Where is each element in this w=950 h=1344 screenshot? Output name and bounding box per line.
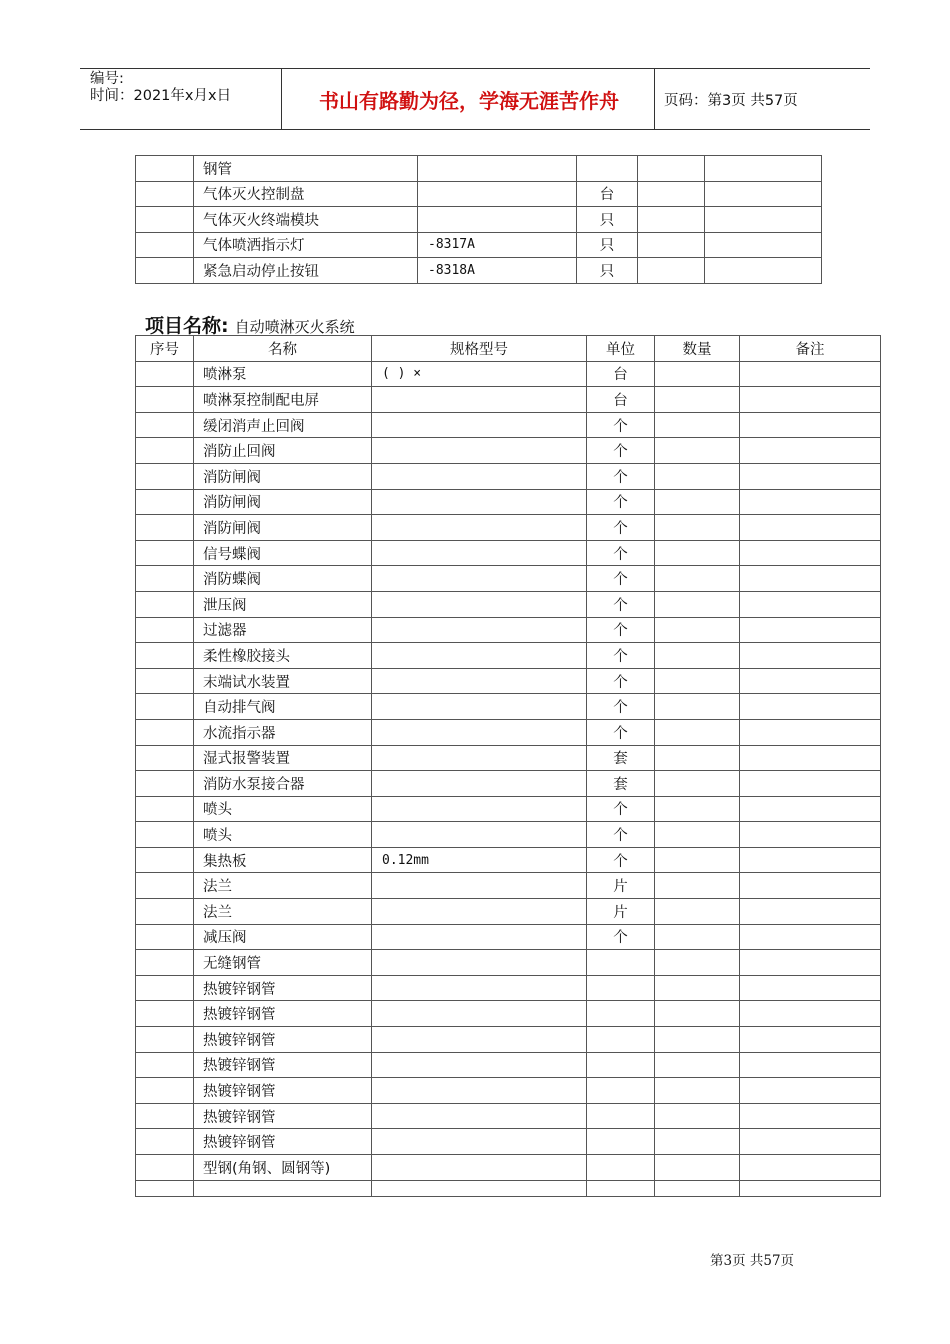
row-index-cell (136, 643, 194, 669)
header-motto: 书山有路勤为径，学海无涯苦作舟 (319, 89, 619, 113)
row-quantity-cell (655, 489, 740, 515)
row-name-cell: 紧急启动停止按钮 (194, 258, 418, 284)
row-index-cell (136, 207, 194, 233)
row-remarks-cell (740, 412, 881, 438)
row-spec-cell (372, 643, 587, 669)
table-row (136, 847, 881, 873)
row-quantity-cell (655, 1078, 740, 1104)
row-unit-cell (587, 1001, 655, 1027)
row-name-cell: 喷头 (194, 796, 372, 822)
row-remarks-cell (740, 489, 881, 515)
row-quantity-cell (655, 566, 740, 592)
row-remarks-cell (740, 873, 881, 899)
row-unit-cell: 个 (587, 540, 655, 566)
table-header-row (136, 336, 881, 362)
document-number-label: 编号: (90, 71, 124, 87)
row-index-cell (136, 1129, 194, 1155)
row-index-cell (136, 694, 194, 720)
project-name (145, 311, 355, 338)
row-name-cell: 热镀锌钢管 (194, 1129, 372, 1155)
row-spec-cell (372, 463, 587, 489)
row-unit-cell: 个 (587, 924, 655, 950)
row-quantity-cell (655, 1180, 740, 1196)
row-quantity-cell (655, 694, 740, 720)
row-remarks-cell (740, 540, 881, 566)
table-row (136, 924, 881, 950)
row-remarks-cell (740, 668, 881, 694)
row-spec-cell (372, 745, 587, 771)
row-unit-cell (587, 975, 655, 1001)
row-remarks-cell (740, 1078, 881, 1104)
row-quantity-cell (655, 1001, 740, 1027)
table-row (136, 412, 881, 438)
row-unit-cell: 台 (587, 387, 655, 413)
row-quantity-cell (655, 822, 740, 848)
row-remarks-cell (740, 438, 881, 464)
row-unit-cell (587, 1027, 655, 1053)
row-index-cell (136, 489, 194, 515)
row-index-cell (136, 745, 194, 771)
row-quantity-cell (655, 771, 740, 797)
row-index-cell (136, 540, 194, 566)
row-name-cell: 钢管 (194, 156, 418, 182)
col-header-spec: 规格型号 (372, 336, 587, 362)
table-row (136, 617, 881, 643)
row-spec-cell (372, 719, 587, 745)
col-header-quantity: 数量 (655, 336, 740, 362)
col-header-name: 名称 (194, 336, 372, 362)
row-index-cell (136, 438, 194, 464)
row-name-cell: 型钢(角钢、圆钢等) (194, 1155, 372, 1181)
row-quantity-cell (655, 899, 740, 925)
row-spec-cell: ( ) × (372, 361, 587, 387)
row-name-cell: 热镀锌钢管 (194, 1027, 372, 1053)
table-row (136, 694, 881, 720)
row-remarks-cell (740, 847, 881, 873)
table-row (136, 668, 881, 694)
row-spec-cell (372, 771, 587, 797)
row-index-cell (136, 950, 194, 976)
row-remarks-cell (740, 591, 881, 617)
row-index-cell (136, 975, 194, 1001)
row-unit-cell: 个 (587, 719, 655, 745)
row-remarks-cell (740, 643, 881, 669)
row-index-cell (136, 1180, 194, 1196)
row-unit-cell: 个 (587, 643, 655, 669)
table-row (136, 1103, 881, 1129)
row-spec-cell: -8318A (418, 258, 577, 284)
row-unit-cell (587, 1155, 655, 1181)
row-spec-cell: 0.12mm (372, 847, 587, 873)
row-quantity-cell (655, 745, 740, 771)
row-spec-cell (372, 1180, 587, 1196)
row-quantity-cell (655, 873, 740, 899)
row-unit-cell: 个 (587, 438, 655, 464)
row-remarks-cell (740, 694, 881, 720)
col-header-remarks: 备注 (740, 336, 881, 362)
row-remarks-cell (740, 1129, 881, 1155)
table-row (136, 232, 822, 258)
row-quantity-cell (638, 181, 705, 207)
row-name-cell: 湿式报警装置 (194, 745, 372, 771)
row-unit-cell: 台 (577, 181, 638, 207)
row-spec-cell (372, 822, 587, 848)
table-row (136, 873, 881, 899)
project-name-value: 自动喷淋灭火系统 (234, 318, 355, 336)
table-row (136, 387, 881, 413)
col-header-unit: 单位 (587, 336, 655, 362)
row-index-cell (136, 361, 194, 387)
row-spec-cell (372, 1001, 587, 1027)
row-index-cell (136, 1078, 194, 1104)
row-spec-cell (372, 1155, 587, 1181)
document-date: 时间：2021年x月x日 (90, 88, 232, 104)
table-row (136, 1180, 881, 1196)
row-index-cell (136, 515, 194, 541)
row-spec-cell (372, 950, 587, 976)
row-index-cell (136, 591, 194, 617)
row-remarks-cell (740, 745, 881, 771)
row-name-cell: 自动排气阀 (194, 694, 372, 720)
row-index-cell (136, 566, 194, 592)
row-name-cell: 减压阀 (194, 924, 372, 950)
row-spec-cell (372, 796, 587, 822)
row-spec-cell (372, 1129, 587, 1155)
row-name-cell: 气体灭火终端模块 (194, 207, 418, 233)
row-quantity-cell (638, 258, 705, 284)
table-row (136, 1078, 881, 1104)
row-name-cell: 消防闸阀 (194, 489, 372, 515)
row-remarks-cell (740, 1155, 881, 1181)
table-row (136, 1155, 881, 1181)
row-quantity-cell (655, 1103, 740, 1129)
row-remarks-cell (705, 156, 822, 182)
row-name-cell: 消防闸阀 (194, 463, 372, 489)
row-name-cell: 热镀锌钢管 (194, 1103, 372, 1129)
row-index-cell (136, 156, 194, 182)
row-index-cell (136, 1103, 194, 1129)
row-remarks-cell (740, 796, 881, 822)
equipment-table-continued (135, 155, 822, 284)
table-row (136, 181, 822, 207)
row-name-cell: 消防水泵接合器 (194, 771, 372, 797)
table-row (136, 899, 881, 925)
row-spec-cell (372, 1103, 587, 1129)
row-name-cell: 气体喷洒指示灯 (194, 232, 418, 258)
row-name-cell: 喷头 (194, 822, 372, 848)
col-header-index: 序号 (136, 336, 194, 362)
row-spec-cell (372, 591, 587, 617)
row-name-cell: 热镀锌钢管 (194, 1001, 372, 1027)
row-index-cell (136, 796, 194, 822)
row-unit-cell (577, 156, 638, 182)
header-info (90, 71, 231, 105)
row-name-cell: 热镀锌钢管 (194, 975, 372, 1001)
row-unit-cell: 片 (587, 873, 655, 899)
row-index-cell (136, 181, 194, 207)
row-name-cell (194, 1180, 372, 1196)
row-remarks-cell (740, 515, 881, 541)
row-index-cell (136, 387, 194, 413)
row-remarks-cell (740, 1052, 881, 1078)
row-remarks-cell (740, 1027, 881, 1053)
row-index-cell (136, 847, 194, 873)
row-remarks-cell (740, 463, 881, 489)
row-remarks-cell (740, 566, 881, 592)
row-index-cell (136, 668, 194, 694)
row-unit-cell: 只 (577, 232, 638, 258)
row-name-cell: 无缝钢管 (194, 950, 372, 976)
row-name-cell: 集热板 (194, 847, 372, 873)
row-name-cell: 泄压阀 (194, 591, 372, 617)
table-row (136, 1027, 881, 1053)
row-quantity-cell (655, 950, 740, 976)
row-unit-cell (587, 1129, 655, 1155)
row-unit-cell: 个 (587, 591, 655, 617)
row-spec-cell (372, 668, 587, 694)
row-unit-cell: 套 (587, 771, 655, 797)
row-spec-cell (372, 924, 587, 950)
row-remarks-cell (740, 950, 881, 976)
row-index-cell (136, 412, 194, 438)
row-unit-cell: 个 (587, 617, 655, 643)
row-index-cell (136, 822, 194, 848)
table-row (136, 745, 881, 771)
table-row (136, 361, 881, 387)
row-quantity-cell (655, 719, 740, 745)
row-unit-cell (587, 1103, 655, 1129)
row-spec-cell: -8317A (418, 232, 577, 258)
row-spec-cell (372, 694, 587, 720)
row-index-cell (136, 771, 194, 797)
row-unit-cell: 个 (587, 412, 655, 438)
row-remarks-cell (740, 387, 881, 413)
row-remarks-cell (740, 924, 881, 950)
row-name-cell: 缓闭消声止回阀 (194, 412, 372, 438)
row-quantity-cell (655, 847, 740, 873)
row-index-cell (136, 719, 194, 745)
row-remarks-cell (740, 975, 881, 1001)
row-name-cell: 喷淋泵控制配电屏 (194, 387, 372, 413)
row-quantity-cell (655, 975, 740, 1001)
row-quantity-cell (655, 387, 740, 413)
header-page-number: 页码：第3页 共57页 (664, 93, 798, 109)
table-row (136, 719, 881, 745)
row-spec-cell (372, 1052, 587, 1078)
row-quantity-cell (655, 361, 740, 387)
row-spec-cell (372, 975, 587, 1001)
row-unit-cell: 个 (587, 668, 655, 694)
row-remarks-cell (740, 771, 881, 797)
table-row (136, 207, 822, 233)
row-name-cell: 法兰 (194, 899, 372, 925)
row-spec-cell (372, 489, 587, 515)
row-spec-cell (372, 438, 587, 464)
row-name-cell: 信号蝶阀 (194, 540, 372, 566)
table-row (136, 1052, 881, 1078)
row-spec-cell (418, 207, 577, 233)
row-quantity-cell (655, 668, 740, 694)
row-spec-cell (372, 515, 587, 541)
row-index-cell (136, 617, 194, 643)
row-remarks-cell (705, 258, 822, 284)
row-quantity-cell (638, 156, 705, 182)
row-name-cell: 热镀锌钢管 (194, 1052, 372, 1078)
row-quantity-cell (638, 207, 705, 233)
row-remarks-cell (740, 1001, 881, 1027)
row-remarks-cell (740, 617, 881, 643)
row-spec-cell (372, 566, 587, 592)
row-index-cell (136, 1001, 194, 1027)
table-row (136, 643, 881, 669)
table-row (136, 975, 881, 1001)
row-quantity-cell (655, 412, 740, 438)
row-spec-cell (372, 617, 587, 643)
row-index-cell (136, 924, 194, 950)
row-name-cell: 消防蝶阀 (194, 566, 372, 592)
row-unit-cell: 个 (587, 796, 655, 822)
row-quantity-cell (655, 438, 740, 464)
table-row (136, 540, 881, 566)
row-unit-cell: 只 (577, 258, 638, 284)
row-quantity-cell (655, 796, 740, 822)
row-remarks-cell (705, 207, 822, 233)
row-unit-cell: 台 (587, 361, 655, 387)
table-row (136, 463, 881, 489)
row-quantity-cell (655, 591, 740, 617)
row-quantity-cell (638, 232, 705, 258)
row-spec-cell (372, 412, 587, 438)
table-row (136, 515, 881, 541)
table-row (136, 566, 881, 592)
row-unit-cell (587, 1052, 655, 1078)
row-quantity-cell (655, 1129, 740, 1155)
row-index-cell (136, 463, 194, 489)
table-row (136, 1129, 881, 1155)
row-index-cell (136, 1052, 194, 1078)
row-quantity-cell (655, 463, 740, 489)
row-quantity-cell (655, 643, 740, 669)
row-name-cell: 喷淋泵 (194, 361, 372, 387)
row-index-cell (136, 1155, 194, 1181)
row-spec-cell (372, 387, 587, 413)
row-spec-cell (372, 873, 587, 899)
row-name-cell: 法兰 (194, 873, 372, 899)
row-name-cell: 消防闸阀 (194, 515, 372, 541)
row-remarks-cell (740, 361, 881, 387)
row-unit-cell: 个 (587, 463, 655, 489)
row-remarks-cell (740, 899, 881, 925)
table-row (136, 950, 881, 976)
row-remarks-cell (740, 1103, 881, 1129)
table-row (136, 771, 881, 797)
table-row (136, 1001, 881, 1027)
row-name-cell: 水流指示器 (194, 719, 372, 745)
row-quantity-cell (655, 1027, 740, 1053)
table-row (136, 796, 881, 822)
row-spec-cell (372, 540, 587, 566)
row-unit-cell: 个 (587, 847, 655, 873)
row-unit-cell (587, 950, 655, 976)
row-unit-cell: 个 (587, 489, 655, 515)
row-quantity-cell (655, 1155, 740, 1181)
row-unit-cell: 个 (587, 566, 655, 592)
row-spec-cell (372, 899, 587, 925)
row-name-cell: 热镀锌钢管 (194, 1078, 372, 1104)
table-row (136, 822, 881, 848)
row-name-cell: 消防止回阀 (194, 438, 372, 464)
row-name-cell: 末端试水装置 (194, 668, 372, 694)
row-spec-cell (372, 1027, 587, 1053)
row-spec-cell (418, 181, 577, 207)
row-index-cell (136, 899, 194, 925)
row-unit-cell: 个 (587, 515, 655, 541)
row-quantity-cell (655, 1052, 740, 1078)
row-name-cell: 柔性橡胶接头 (194, 643, 372, 669)
row-remarks-cell (740, 1180, 881, 1196)
table-row (136, 489, 881, 515)
page-footer: 第3页 共57页 (710, 1253, 795, 1269)
row-name-cell: 过滤器 (194, 617, 372, 643)
row-quantity-cell (655, 924, 740, 950)
row-spec-cell (372, 1078, 587, 1104)
table-row (136, 591, 881, 617)
row-remarks-cell (705, 181, 822, 207)
project-name-label: 项目名称: (145, 315, 229, 337)
row-unit-cell: 片 (587, 899, 655, 925)
row-quantity-cell (655, 540, 740, 566)
sprinkler-equipment-table (135, 335, 881, 1197)
row-index-cell (136, 873, 194, 899)
row-remarks-cell (705, 232, 822, 258)
row-spec-cell (418, 156, 577, 182)
row-remarks-cell (740, 822, 881, 848)
row-unit-cell: 个 (587, 822, 655, 848)
row-index-cell (136, 258, 194, 284)
row-quantity-cell (655, 515, 740, 541)
row-unit-cell (587, 1078, 655, 1104)
row-unit-cell: 只 (577, 207, 638, 233)
row-unit-cell: 个 (587, 694, 655, 720)
row-remarks-cell (740, 719, 881, 745)
table-row (136, 156, 822, 182)
row-index-cell (136, 232, 194, 258)
row-name-cell: 气体灭火控制盘 (194, 181, 418, 207)
row-index-cell (136, 1027, 194, 1053)
row-unit-cell (587, 1180, 655, 1196)
row-unit-cell: 套 (587, 745, 655, 771)
table-row (136, 438, 881, 464)
table-row (136, 258, 822, 284)
page-header (80, 68, 870, 130)
row-quantity-cell (655, 617, 740, 643)
